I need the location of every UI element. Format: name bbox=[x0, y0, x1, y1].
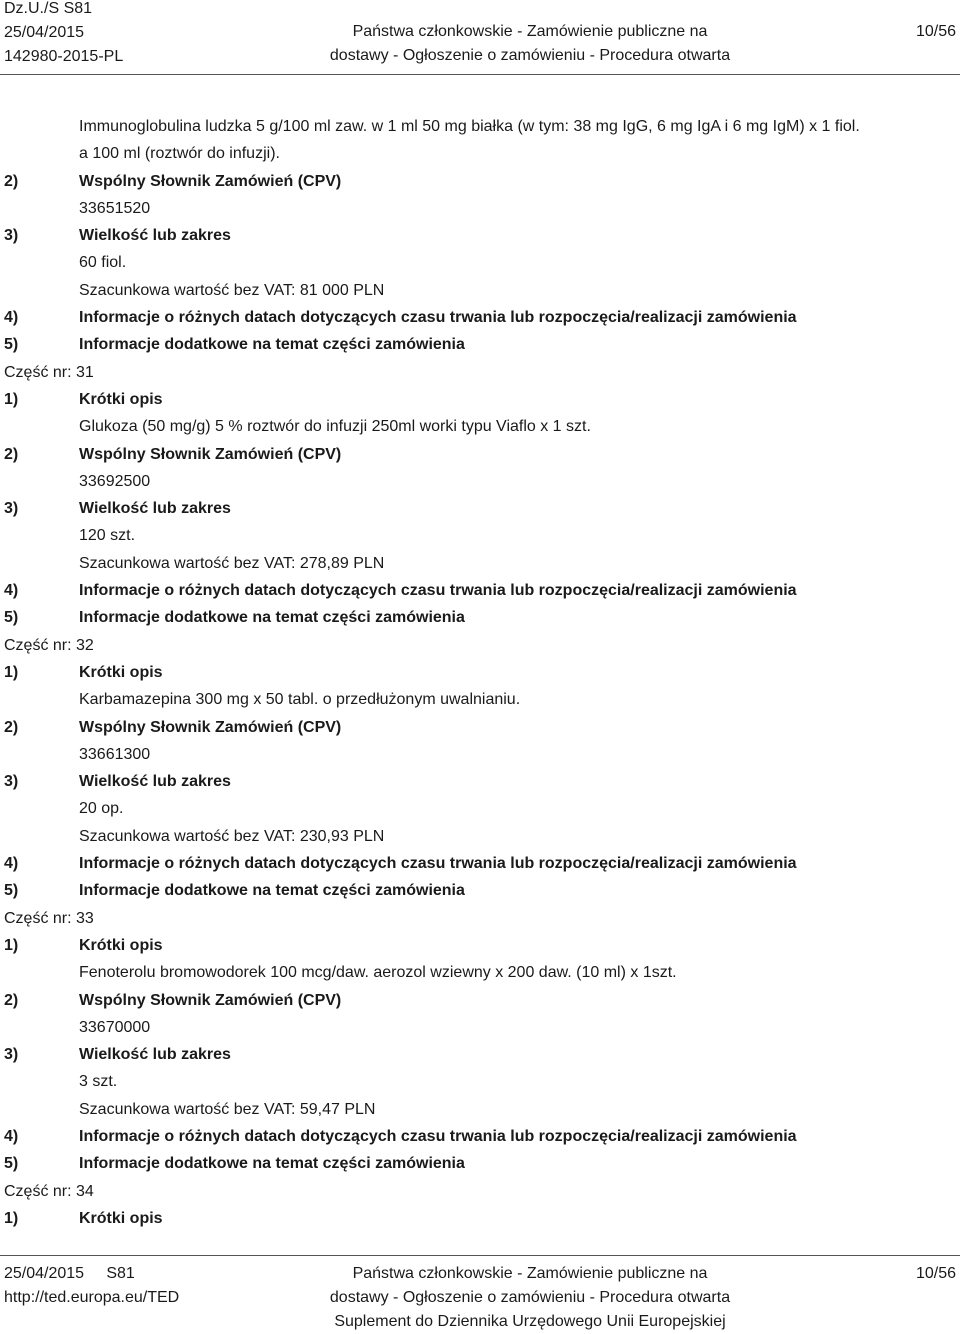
page-footer bbox=[0, 1262, 960, 1334]
header-divider bbox=[0, 74, 960, 75]
part-title bbox=[4, 359, 954, 386]
part-label: Część nr: bbox=[4, 1182, 72, 1200]
part-number: 33 bbox=[76, 909, 94, 927]
cpv-heading bbox=[4, 714, 954, 741]
heading-number: 2) bbox=[4, 172, 19, 190]
short-description-heading bbox=[4, 659, 954, 686]
dates-heading bbox=[4, 1123, 954, 1150]
heading-number: 1) bbox=[4, 1209, 19, 1227]
heading-text: Wielkość lub zakres bbox=[79, 500, 231, 518]
heading-text: Wspólny Słownik Zamówień (CPV) bbox=[79, 445, 342, 463]
heading-number: 3) bbox=[4, 500, 19, 518]
ted-link[interactable]: http://ted.europa.eu/TED bbox=[4, 1289, 180, 1306]
quantity-value: 60 fiol. bbox=[79, 254, 127, 272]
quantity-heading bbox=[4, 495, 954, 522]
footer-date: 25/04/2015 bbox=[4, 1265, 85, 1282]
heading-text: Krótki opis bbox=[79, 1209, 163, 1227]
part-label: Część nr: bbox=[4, 636, 72, 654]
cpv-code: 33651520 bbox=[79, 199, 151, 217]
short-description: Karbamazepina 300 mg x 50 tabl. o przedłużonym uwalnianiu. bbox=[79, 691, 521, 709]
part-label: Część nr: bbox=[4, 363, 72, 381]
footer-journal: S81 bbox=[106, 1265, 135, 1282]
short-description-heading bbox=[4, 1205, 954, 1232]
heading-number: 4) bbox=[4, 309, 19, 327]
quantity-heading bbox=[4, 1041, 954, 1068]
heading-text: Krótki opis bbox=[79, 390, 163, 408]
estimated-value: Szacunkowa wartość bez VAT: 59,47 PLN bbox=[79, 1100, 376, 1118]
part-title bbox=[4, 905, 954, 932]
heading-number: 5) bbox=[4, 1155, 19, 1173]
part-number: 34 bbox=[76, 1182, 94, 1200]
heading-number: 5) bbox=[4, 336, 19, 354]
heading-number: 3) bbox=[4, 227, 19, 245]
short-description: Glukoza (50 mg/g) 5 % roztwór do infuzji 250ml worki typu Viaflo x 1 szt. bbox=[79, 418, 591, 436]
quantity-heading bbox=[4, 222, 954, 249]
heading-text: Informacje dodatkowe na temat części zamówienia bbox=[79, 609, 465, 627]
footer-title-line1: Państwa członkowskie - Zamówienie publiczne na bbox=[352, 1265, 708, 1282]
heading-text: Wielkość lub zakres bbox=[79, 227, 231, 245]
heading-number: 4) bbox=[4, 855, 19, 873]
notice-reference: 142980-2015-PL bbox=[4, 48, 124, 65]
footer-supplement: Suplement do Dziennika Urzędowego Unii Europejskiej bbox=[334, 1313, 726, 1330]
short-description-heading bbox=[4, 932, 954, 959]
heading-number: 4) bbox=[4, 1127, 19, 1145]
additional-info-heading bbox=[4, 877, 954, 904]
footer-divider bbox=[0, 1255, 960, 1256]
footer-page-number: 10/56 bbox=[915, 1265, 956, 1282]
dates-heading bbox=[4, 850, 954, 877]
heading-number: 2) bbox=[4, 718, 19, 736]
page-header bbox=[0, 0, 960, 70]
part-label: Część nr: bbox=[4, 909, 72, 927]
quantity-value: 3 szt. bbox=[79, 1073, 118, 1091]
part-number: 32 bbox=[76, 636, 94, 654]
estimated-value: Szacunkowa wartość bez VAT: 230,93 PLN bbox=[79, 827, 385, 845]
part-title bbox=[4, 1178, 954, 1205]
heading-text: Informacje dodatkowe na temat części zamówienia bbox=[79, 336, 465, 354]
part-title bbox=[4, 632, 954, 659]
heading-text: Informacje dodatkowe na temat części zamówienia bbox=[79, 882, 465, 900]
heading-number: 1) bbox=[4, 936, 19, 954]
cpv-heading bbox=[4, 168, 954, 195]
heading-number: 4) bbox=[4, 582, 19, 600]
header-title-line1: Państwa członkowskie - Zamówienie publiczne na bbox=[352, 23, 708, 40]
heading-number: 3) bbox=[4, 1046, 19, 1064]
short-description-cont: a 100 ml (roztwór do infuzji). bbox=[79, 145, 280, 163]
heading-text: Wspólny Słownik Zamówień (CPV) bbox=[79, 718, 342, 736]
cpv-heading bbox=[4, 441, 954, 468]
heading-text: Wspólny Słownik Zamówień (CPV) bbox=[79, 172, 342, 190]
part-number: 31 bbox=[76, 363, 94, 381]
cpv-code: 33692500 bbox=[79, 472, 151, 490]
heading-text: Informacje o różnych datach dotyczących czasu trwania lub rozpoczęcia/realizacji zamówienia bbox=[79, 582, 797, 600]
estimated-value: Szacunkowa wartość bez VAT: 81 000 PLN bbox=[79, 281, 385, 299]
estimated-value: Szacunkowa wartość bez VAT: 278,89 PLN bbox=[79, 554, 385, 572]
dates-heading bbox=[4, 304, 954, 331]
heading-number: 5) bbox=[4, 882, 19, 900]
additional-info-heading bbox=[4, 331, 954, 358]
heading-text: Informacje o różnych datach dotyczących czasu trwania lub rozpoczęcia/realizacji zamówienia bbox=[79, 309, 797, 327]
short-description: Fenoterolu bromowodorek 100 mcg/daw. aerozol wziewny x 200 daw. (10 ml) x 1szt. bbox=[79, 964, 677, 982]
additional-info-heading bbox=[4, 1150, 954, 1177]
notice-body bbox=[4, 113, 954, 1232]
header-left bbox=[4, 0, 123, 69]
cpv-code: 33670000 bbox=[79, 1018, 151, 1036]
heading-number: 2) bbox=[4, 991, 19, 1009]
heading-number: 2) bbox=[4, 445, 19, 463]
journal-id: Dz.U./S S81 bbox=[4, 0, 93, 17]
cpv-heading bbox=[4, 987, 954, 1014]
additional-info-heading bbox=[4, 604, 954, 631]
publication-date: 25/04/2015 bbox=[4, 24, 85, 41]
dates-heading bbox=[4, 577, 954, 604]
heading-number: 5) bbox=[4, 609, 19, 627]
footer-title bbox=[300, 1262, 760, 1334]
heading-text: Wielkość lub zakres bbox=[79, 773, 231, 791]
heading-text: Wielkość lub zakres bbox=[79, 1046, 231, 1064]
heading-number: 1) bbox=[4, 390, 19, 408]
heading-number: 1) bbox=[4, 663, 19, 681]
short-description: Immunoglobulina ludzka 5 g/100 ml zaw. w 1 ml 50 mg białka (w tym: 38 mg IgG, 6 mg IgA i 6 mg IgM) x 1 fiol. bbox=[79, 118, 860, 135]
heading-number: 3) bbox=[4, 773, 19, 791]
header-title-line2: dostawy - Ogłoszenie o zamówieniu - Procedura otwarta bbox=[329, 47, 731, 64]
quantity-heading bbox=[4, 768, 954, 795]
short-description-heading bbox=[4, 386, 954, 413]
quantity-value: 20 op. bbox=[79, 800, 124, 818]
quantity-value: 120 szt. bbox=[79, 527, 136, 545]
heading-text: Krótki opis bbox=[79, 663, 163, 681]
heading-text: Informacje dodatkowe na temat części zamówienia bbox=[79, 1155, 465, 1173]
heading-text: Wspólny Słownik Zamówień (CPV) bbox=[79, 991, 342, 1009]
heading-text: Informacje o różnych datach dotyczących czasu trwania lub rozpoczęcia/realizacji zamówienia bbox=[79, 1127, 797, 1145]
footer-title-line2: dostawy - Ogłoszenie o zamówieniu - Procedura otwarta bbox=[329, 1289, 731, 1306]
heading-text: Krótki opis bbox=[79, 936, 163, 954]
header-title bbox=[300, 20, 760, 68]
footer-left bbox=[4, 1262, 179, 1310]
heading-text: Informacje o różnych datach dotyczących czasu trwania lub rozpoczęcia/realizacji zamówienia bbox=[79, 855, 797, 873]
cpv-code: 33661300 bbox=[79, 745, 151, 763]
page-number: 10/56 bbox=[915, 23, 956, 40]
